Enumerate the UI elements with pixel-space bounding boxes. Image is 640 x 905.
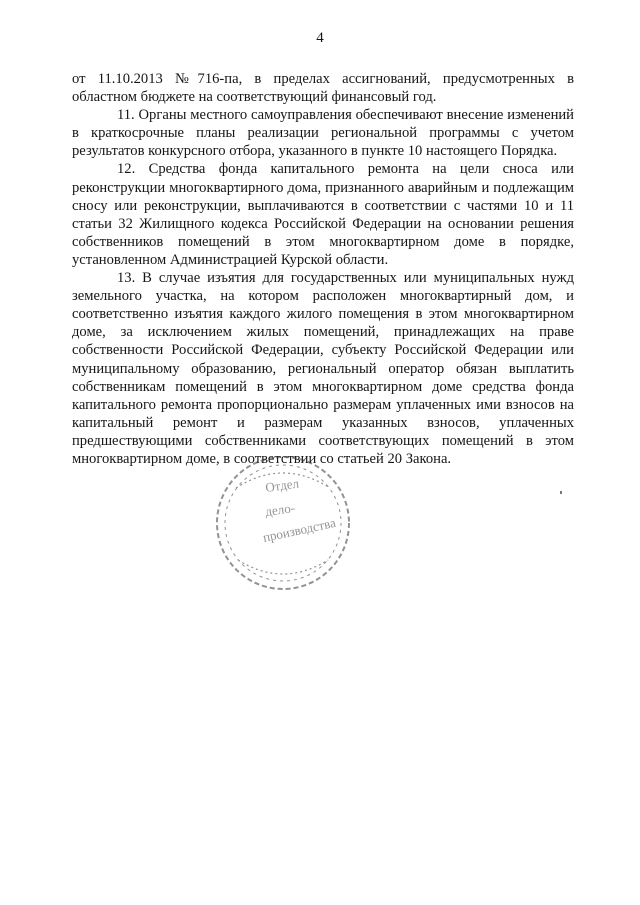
paragraph-continuation: от 11.10.2013 №716-па, в пределах ассигнований, предусмотренных в областном бюджете на соответствующий финансовый год. bbox=[72, 71, 574, 106]
paragraph-11: 11. Органы местного самоуправления обеспечивают внесение изменений в краткосрочные планы реализации региональной программы с учетом результатов конкурсного отбора, указанного в пункте 10 настоящего Порядка. bbox=[72, 107, 574, 160]
paragraph-12: 12. Средства фонда капитального ремонта на цели сноса или реконструкции многоквартирного дома, признанного аварийным и подлежащим сносу или реконструкции, выплачиваются в соответствии с частями 10 и 11 статьи 32 Жилищного кодекса Российской Федерации на основании решения собственников помещений в этом многоквартирном доме в порядке, установленном Администрацией Курской области. bbox=[72, 161, 574, 268]
document-body bbox=[72, 70, 574, 468]
paragraph-13: 13. В случае изъятия для государственных или муниципальных нужд земельного участка, на котором расположен многоквартирный дом, и соответственно изъятия каждого жилого помещения в этом многоквартирном доме, за исключением жилых помещений, принадлежащих на праве собственности Российской Федерации, субъекту Российской Федерации или муниципальному образованию, региональный оператор обязан выплатить собственникам помещений в этом многоквартирном доме средства фонда капитального ремонта пропорционально размерам уплаченных ими взносов на капитальный ремонт и размерам указанных взносов, уплаченных предшествующими собственниками соответствующих помещений в этом многоквартирном доме, в соответствии со статьей 20 Закона. bbox=[72, 270, 574, 467]
office-stamp bbox=[208, 448, 358, 598]
stamp-line-1: Отдел bbox=[264, 475, 300, 495]
stamp-line-3: производства bbox=[261, 514, 338, 545]
scan-speck bbox=[560, 491, 562, 494]
stamp-line-2: дело- bbox=[264, 499, 296, 519]
stamp-seal-icon bbox=[208, 448, 358, 598]
page-number: 4 bbox=[316, 30, 324, 46]
